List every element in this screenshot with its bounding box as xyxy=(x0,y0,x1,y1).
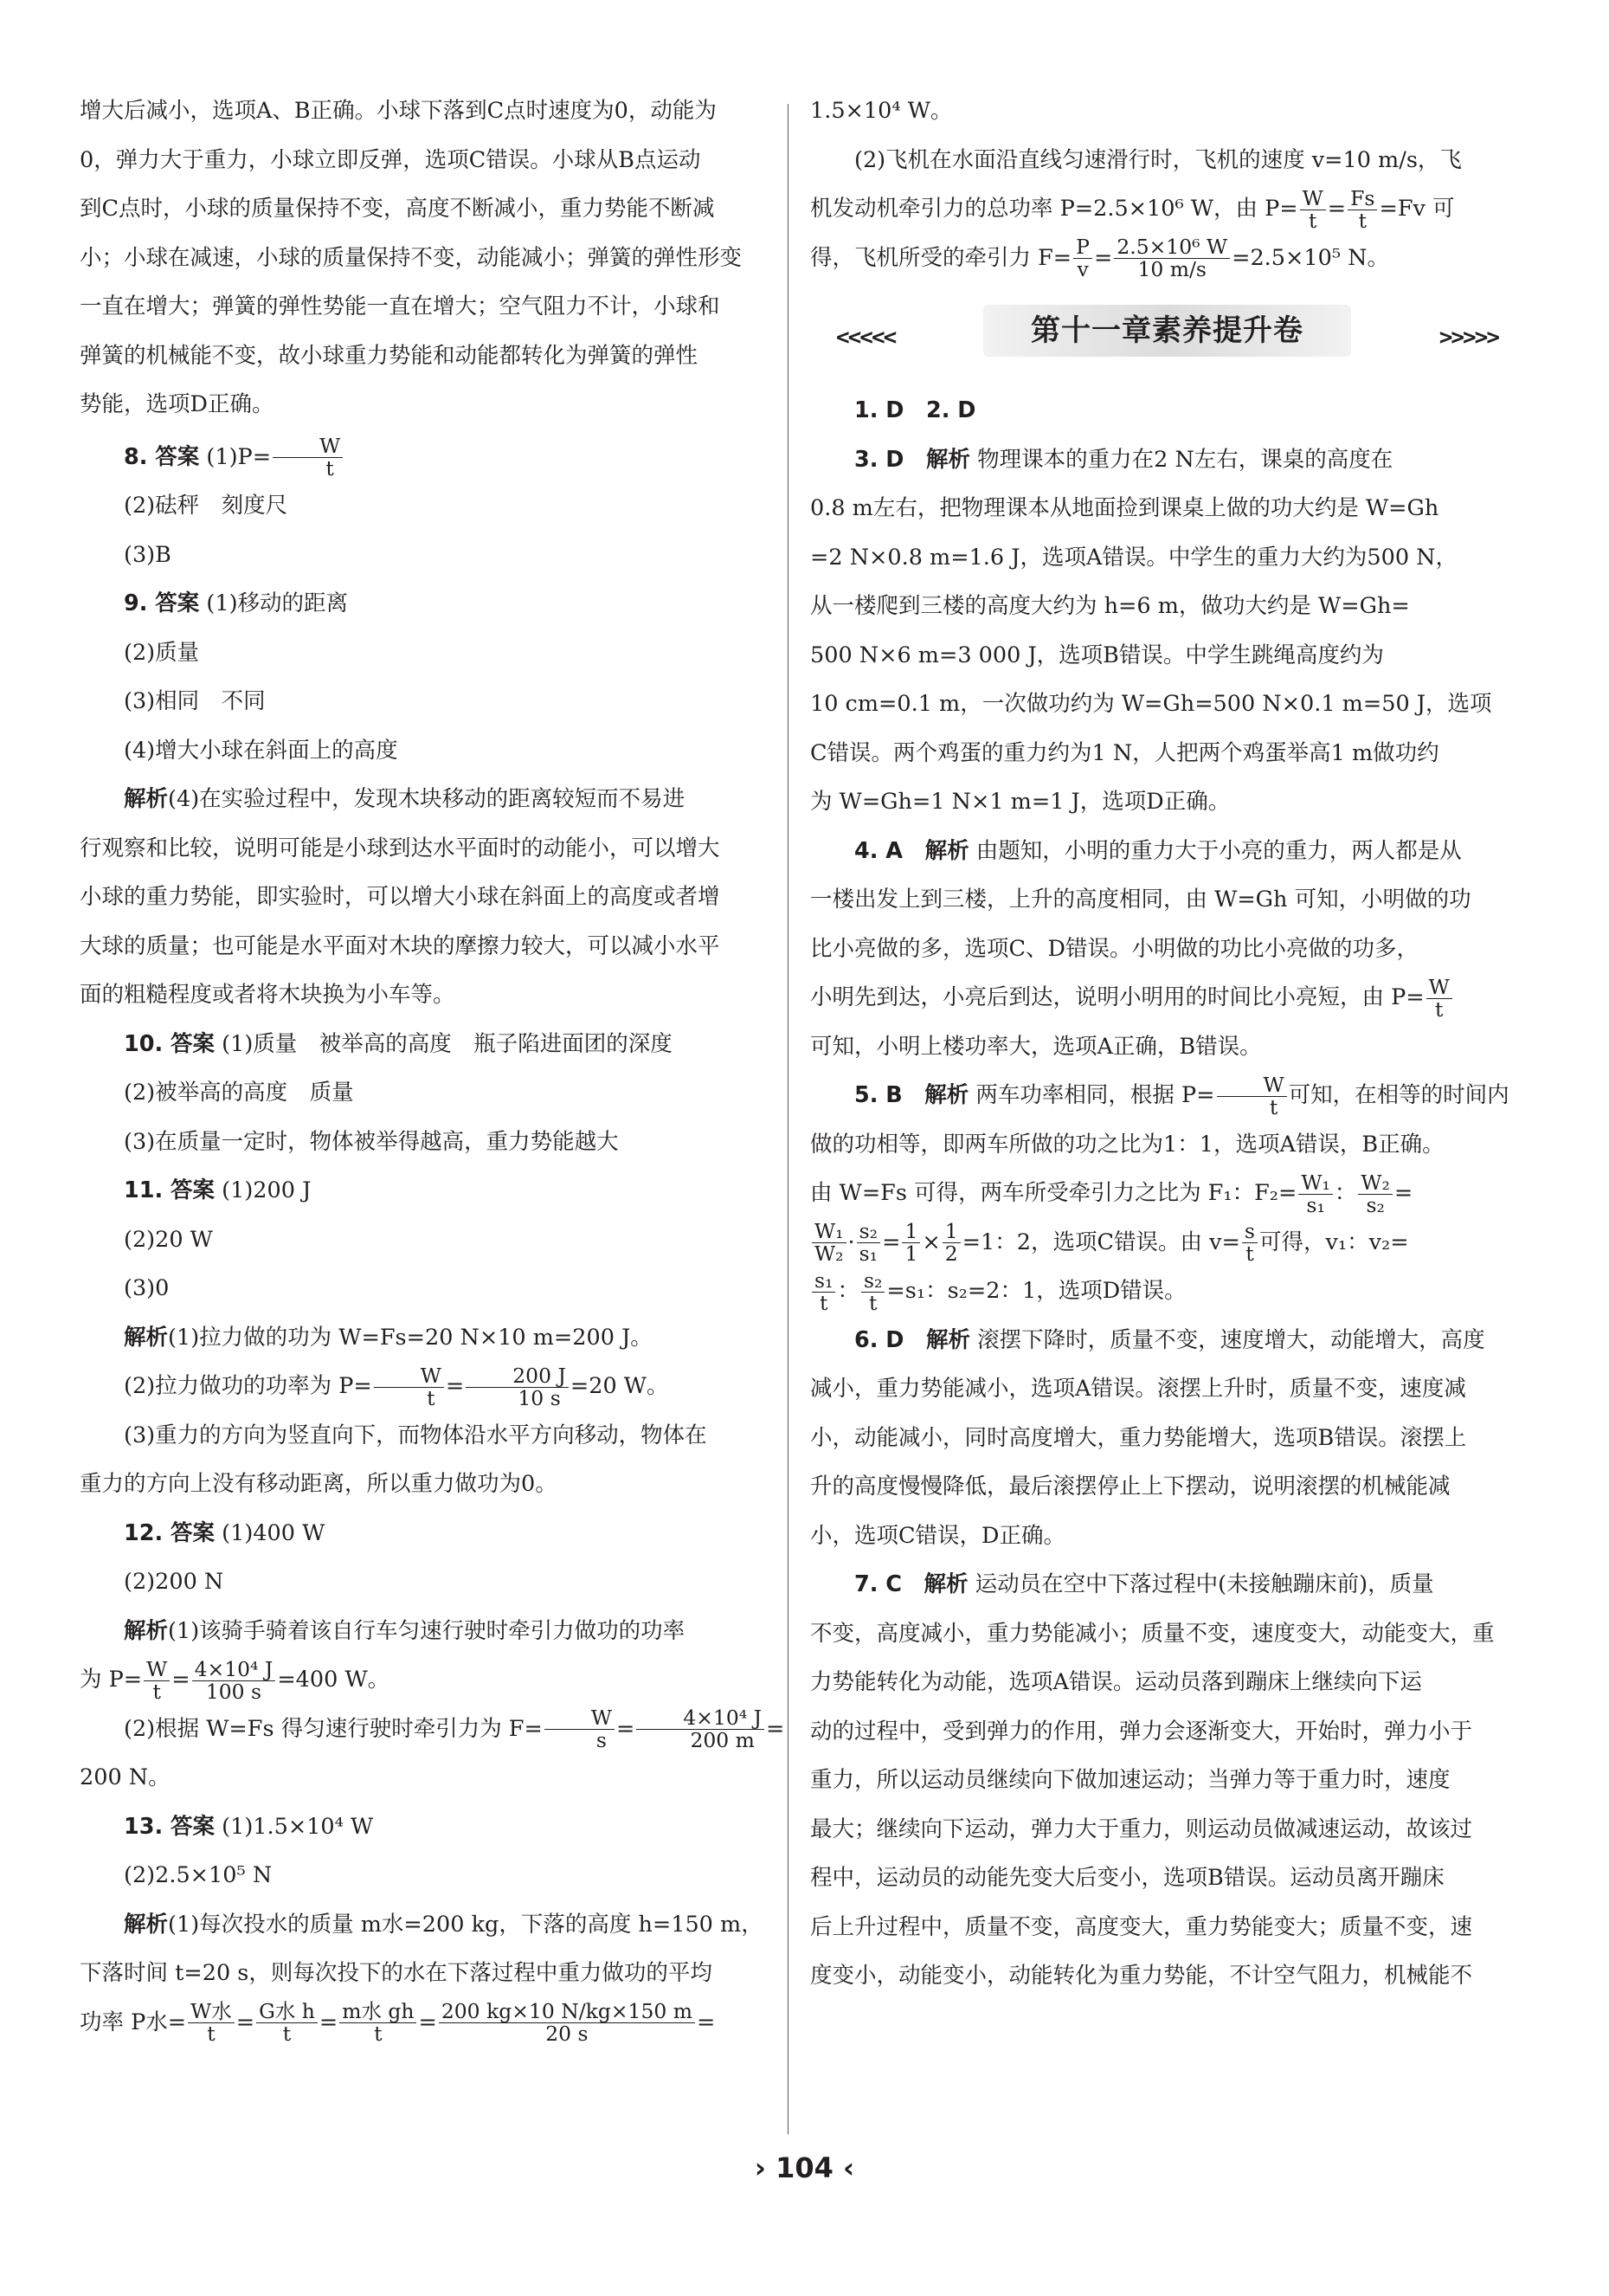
text-line: 为 W=Gh=1 N×1 m=1 J，选项D正确。 xyxy=(810,789,1231,815)
fraction xyxy=(256,2001,318,2044)
answer-line: (2)200 N xyxy=(124,1569,224,1595)
numerator: W₂ xyxy=(1358,1172,1393,1195)
denominator: t xyxy=(207,2022,216,2046)
numerator: 200 kg×10 N/kg×150 m xyxy=(439,2001,695,2023)
numerator: W xyxy=(1426,977,1452,999)
q7-analysis xyxy=(810,1560,1524,2001)
text-line: 小球的重力势能，即实验时，可以增大小球在斜面上的高度或者增 xyxy=(80,884,720,910)
text-segment: =s₁：s₂=2：1，选项D错误。 xyxy=(886,1278,1187,1304)
text-segment: =2.5×10⁵ N。 xyxy=(1232,244,1389,271)
numerator: s₂ xyxy=(857,1221,880,1243)
text-line: (2)飞机在水面沿直线匀速滑行时，飞机的速度 v=10 m/s，飞 xyxy=(854,146,1462,173)
question-number: 4. A xyxy=(854,837,904,864)
fraction xyxy=(902,1221,920,1264)
q12-answer xyxy=(80,1509,794,1558)
numerator: W水 xyxy=(188,2001,235,2023)
q11-power: (2)拉力做功的功率为 P= $\frac{W}{t}$ = $\frac{200 J}{10 s}$ =20 W。 xyxy=(124,1363,669,1410)
denominator: 2 xyxy=(944,1242,958,1266)
text-segment: = xyxy=(882,1229,901,1255)
text-line: (1)每次投水的质量 m水=200 kg，下落的高度 h=150 m， xyxy=(168,1911,763,1938)
denominator: s₂ xyxy=(1366,1192,1385,1217)
q11-answer xyxy=(80,1166,794,1216)
text-line: 不变，高度减小，重力势能减小；质量不变，速度变大，动能变大，重 xyxy=(810,1620,1495,1647)
text-line: 后上升过程中，质量不变，高度变大，重力势能变大；质量不变，速 xyxy=(810,1913,1473,1940)
q4-analysis xyxy=(810,827,1524,1072)
numerator: W xyxy=(544,1707,615,1730)
text-segment: 由题知，小明的重力大于小亮的重力，两人都是从 xyxy=(975,837,1462,864)
banner-title: 第十一章素养提升卷 xyxy=(1031,313,1303,348)
text-line: 200 N。 xyxy=(80,1764,171,1790)
text-line: 重力的方向上没有移动距离，所以重力做功为0。 xyxy=(80,1471,557,1497)
denominator: s xyxy=(595,1728,607,1752)
fraction xyxy=(144,1656,170,1704)
denominator: 20 s xyxy=(545,2022,589,2046)
text-line: 做的功相等，即两车所做的功之比为1：1，选项A错误，B正确。 xyxy=(810,1131,1445,1158)
text-segment: =20 W。 xyxy=(570,1373,669,1399)
fraction xyxy=(1426,974,1452,1022)
text-line: 面的粗糙程度或者将木块换为小车等。 xyxy=(80,982,455,1008)
numerator: W₁ xyxy=(812,1221,846,1243)
answer-line: (2)砝秤 刻度尺 xyxy=(124,493,288,519)
denominator: 1 xyxy=(904,1242,918,1266)
text-segment: 滚摆下降时，质量不变，速度增大，动能增大，高度 xyxy=(977,1326,1485,1353)
text-segment: 得，飞机所受的牵引力 F= xyxy=(810,244,1072,271)
text-line: 一直在增大；弹簧的弹性势能一直在增大；空气阻力不计，小球和 xyxy=(80,293,720,319)
analysis-label: 解析 xyxy=(926,1326,971,1353)
text-segment: 两车功率相同，根据 P= xyxy=(975,1082,1215,1108)
text-line: 10 cm=0.1 m，一次做功约为 W=Gh=500 N×0.1 m=50 J，选项 xyxy=(810,691,1492,717)
text-line: 弹簧的机械能不变，故小球重力势能和动能都转化为弹簧的弹性 xyxy=(80,342,698,369)
fraction xyxy=(943,1221,961,1264)
text-line: 行观察和比较，说明可能是小球到达水平面时的动能小，可以增大 xyxy=(80,835,720,861)
text-line: 小；小球在减速，小球的质量保持不变，动能减小；弹簧的弹性形变 xyxy=(80,244,743,271)
fraction xyxy=(636,1707,764,1751)
fraction xyxy=(1300,185,1326,233)
fraction xyxy=(861,1267,885,1315)
answer-line: (4)增大小球在斜面上的高度 xyxy=(124,737,398,764)
q3-analysis xyxy=(810,435,1524,827)
denominator: t xyxy=(1358,208,1368,233)
denominator: W₂ xyxy=(814,1242,844,1266)
answer-label: 11. 答案 xyxy=(124,1177,216,1203)
numerator: W xyxy=(1217,1074,1287,1097)
denominator: 200 m xyxy=(690,1728,755,1752)
fraction xyxy=(544,1707,615,1751)
text-line: (1)该骑手骑着该自行车匀速行驶时牵引力做功的功率 xyxy=(168,1617,685,1644)
fraction xyxy=(374,1365,444,1409)
q10-answer xyxy=(80,1020,794,1069)
text-segment: = xyxy=(1327,196,1347,222)
denominator: t xyxy=(282,2022,292,2046)
numerator: s xyxy=(1242,1221,1258,1243)
answer-text: (1)P= xyxy=(206,443,272,470)
text-line: 升的高度慢慢降低，最后滚摆停止上下摆动，说明滚摆的机械能减 xyxy=(810,1474,1451,1499)
fraction xyxy=(188,2001,235,2044)
denominator: t xyxy=(1269,1094,1278,1119)
denominator: s₁ xyxy=(859,1242,879,1266)
text-line: 比小亮做的多，选项C、D错误。小明做的功比小亮做的功多， xyxy=(810,935,1419,962)
text-line: (3)重力的方向为竖直向下，而物体沿水平方向移动，物体在 xyxy=(124,1422,707,1448)
text-segment: · xyxy=(847,1229,855,1255)
q9-answer xyxy=(80,579,794,629)
text-line: 势能，选项D正确。 xyxy=(80,391,274,417)
right-column xyxy=(810,87,1524,2001)
fraction xyxy=(1242,1221,1258,1264)
denominator: s₁ xyxy=(1306,1192,1325,1217)
analysis-label: 解析 xyxy=(124,786,169,812)
question-number: 5. B xyxy=(854,1082,903,1108)
fraction xyxy=(857,1221,880,1264)
text-line: (1)拉力做的功为 W=Fs=20 N×10 m=200 J。 xyxy=(168,1324,653,1351)
text-line: 减小，重力势能减小，选项A错误。滚摆上升时，质量不变，速度减 xyxy=(810,1376,1466,1402)
denominator: 10 s xyxy=(518,1385,561,1410)
fraction xyxy=(273,435,343,479)
fraction xyxy=(339,2001,416,2044)
text-line: =2 N×0.8 m=1.6 J，选项A错误。中学生的重力大约为500 N， xyxy=(810,544,1458,571)
text-segment: (2)根据 W=Fs 得匀速行驶时牵引力为 F= xyxy=(124,1715,543,1742)
fraction xyxy=(1217,1074,1287,1118)
fraction xyxy=(1358,1172,1393,1216)
numerator: 4×10⁴ J xyxy=(192,1659,276,1681)
fraction xyxy=(812,1221,846,1264)
text-segment: ： xyxy=(837,1278,859,1304)
question-number: 6. D xyxy=(854,1326,904,1353)
denominator: t xyxy=(374,2022,383,2046)
text-line: 到C点时，小球的质量保持不变，高度不断减小，重力势能不断减 xyxy=(80,196,715,222)
text-line: 物理课本的重力在2 N左右，课桌的高度在 xyxy=(977,446,1393,473)
analysis-label: 解析 xyxy=(924,1082,969,1108)
fraction xyxy=(812,1267,835,1315)
answer-text: (1)质量 被举高的高度 瓶子陷进面团的深度 xyxy=(222,1030,673,1057)
text-line: 大球的质量；也可能是水平面对木块的摩擦力较大，可以减小水平 xyxy=(80,932,720,959)
fraction xyxy=(1348,185,1377,233)
text-segment: 为 P= xyxy=(80,1667,143,1693)
question-number: 3. D xyxy=(854,446,904,473)
text-line: 500 N×6 m=3 000 J，选项B错误。中学生跳绳高度约为 xyxy=(810,642,1384,668)
text-segment: 可得，v₁：v₂= xyxy=(1258,1229,1409,1255)
fraction xyxy=(1073,236,1092,280)
text-segment: =1：2，选项C错误。由 v= xyxy=(962,1229,1240,1255)
fraction xyxy=(1114,236,1230,280)
answer-label: 8. 答案 xyxy=(124,443,200,470)
left-column xyxy=(80,87,794,2047)
answer-line: (3)B xyxy=(124,541,171,568)
text-segment: 小明先到达，小亮后到达，说明小明用的时间比小亮短，由 P= xyxy=(810,984,1425,1010)
q9-analysis xyxy=(80,775,794,1020)
text-line: 0，弹力大于重力，小球立即反弹，选项C错误。小球从B点运动 xyxy=(80,146,701,173)
denominator: t xyxy=(820,1290,828,1315)
numerator: 2.5×10⁶ W xyxy=(1114,236,1230,259)
denominator: t xyxy=(1309,208,1317,233)
text-segment: 由 W=Fs 可得，两车所受牵引力之比为 F₁：F₂= xyxy=(810,1180,1297,1206)
denominator: v xyxy=(1077,257,1089,281)
text-line: 一楼出发上到三楼，上升的高度相同，由 W=Gh 可知，小明做的功 xyxy=(810,887,1471,913)
answer-line: (2)20 W xyxy=(124,1226,213,1253)
text-line: 最大；继续向下运动，弹力大于重力，则运动员做减速运动，故该过 xyxy=(810,1816,1473,1842)
analysis-label: 解析 xyxy=(124,1911,169,1938)
numerator: W₁ xyxy=(1298,1172,1333,1195)
intro-paragraph xyxy=(80,87,794,429)
text-segment: 机发动机牵引力的总功率 P=2.5×10⁶ W，由 P= xyxy=(810,196,1298,222)
q13-analysis: 解析(1)每次投水的质量 m水=200 kg，下落的高度 h=150 m， 下落时间 t=20 s，则每次投下的水在下落过程中重力做功的平均 功率 P水= $\frac{\text{W水}}{t}$ = $\frac{\text{G水 h}}{t}$ = $\frac{\text{m水 gh}}{t}$ = $\frac{200 kg\times 10 N/kg\times 150 m}{20 s}$ = xyxy=(80,1900,794,2048)
numerator: 1 xyxy=(943,1221,961,1243)
numerator: G水 h xyxy=(256,2001,318,2023)
text-line: 增大后减小，选项A、B正确。小球下落到C点时速度为0，动能为 xyxy=(80,98,717,124)
numerator: 200 J xyxy=(466,1365,569,1388)
fraction xyxy=(1298,1172,1333,1216)
text-line: 从一楼爬到三楼的高度大约为 h=6 m，做功大约是 W=Gh= xyxy=(810,593,1410,619)
denominator: t xyxy=(325,456,334,480)
numerator: 4×10⁴ J xyxy=(636,1707,764,1730)
numerator: W xyxy=(144,1659,170,1681)
text-line: 小，动能减小，同时高度增大，重力势能增大，选项B错误。滚摆上 xyxy=(810,1424,1467,1451)
text-line: 度变小，动能变小，动能转化为重力势能，不计空气阻力，机械能不 xyxy=(810,1963,1473,1989)
fraction xyxy=(439,2001,695,2044)
denominator: t xyxy=(1434,996,1444,1022)
text-segment: ： xyxy=(1334,1180,1357,1206)
answer-text: (1)移动的距离 xyxy=(206,590,349,616)
answer-line: (2)被举高的高度 质量 xyxy=(124,1080,354,1106)
numerator: W xyxy=(374,1365,444,1388)
answer-label: 10. 答案 xyxy=(124,1030,216,1057)
analysis-label: 解析 xyxy=(924,1571,969,1597)
q13-part2 xyxy=(810,136,1524,283)
chapter-banner xyxy=(810,291,1524,371)
numerator: s₂ xyxy=(861,1270,885,1293)
text-segment: (2)拉力做功的功率为 P= xyxy=(124,1373,372,1399)
text-segment: =Fv 可 xyxy=(1379,196,1455,222)
answer-line: (2)质量 xyxy=(124,639,200,666)
answer-text: (1)400 W xyxy=(222,1519,325,1546)
answer-line: (3)0 xyxy=(124,1275,170,1301)
text-line: 程中，运动员的动能先变大后变小，选项B错误。运动员离开蹦床 xyxy=(810,1865,1445,1891)
banner-left-arrows-icon: <<<<< xyxy=(836,325,896,351)
q13-answer xyxy=(80,1803,794,1852)
q5-analysis xyxy=(810,1071,1524,1316)
q11-gravity xyxy=(80,1411,794,1509)
text-segment: 运动员在空中下落过程中(未接触蹦床前)，质量 xyxy=(975,1571,1434,1597)
answer-line: (2)2.5×10⁵ N xyxy=(124,1862,273,1888)
answer-label: 9. 答案 xyxy=(124,590,200,616)
analysis-label: 解析 xyxy=(926,446,971,473)
text-line: 可知，小明上楼功率大，选项A正确，B错误。 xyxy=(810,1033,1262,1060)
analysis-label: 解析 xyxy=(124,1324,169,1351)
text-line: 重力，所以运动员继续向下做加速运动；当弹力等于重力时，速度 xyxy=(810,1767,1451,1793)
text-line: C错误。两个鸡蛋的重力约为1 N，人把两个鸡蛋举高1 m做功约 xyxy=(810,739,1439,766)
denominator: t xyxy=(152,1679,161,1704)
answer-text: (1)1.5×10⁴ W xyxy=(222,1813,374,1840)
answers-1-2: 1. D 2. D xyxy=(854,397,976,423)
denominator: t xyxy=(427,1385,435,1410)
page-number: › 104 ‹ xyxy=(754,2151,855,2184)
denominator: 100 s xyxy=(205,1679,262,1704)
text-line: 力势能转化为动能，选项A错误。运动员落到蹦床上继续向下运 xyxy=(810,1669,1422,1695)
text-line: 小，选项C错误，D正确。 xyxy=(810,1522,1065,1549)
text-segment: 功率 P水= xyxy=(80,2009,187,2035)
text-segment: =400 W。 xyxy=(277,1667,390,1693)
analysis-label: 解析 xyxy=(924,837,969,864)
fraction xyxy=(466,1365,569,1409)
answer-label: 13. 答案 xyxy=(124,1813,216,1840)
question-number: 7. C xyxy=(854,1571,903,1597)
numerator: Fs xyxy=(1348,188,1377,210)
numerator: P xyxy=(1073,236,1092,259)
numerator: 1 xyxy=(902,1221,920,1243)
text-segment: = xyxy=(1393,1180,1413,1206)
answer-label: 12. 答案 xyxy=(124,1519,216,1546)
denominator: t xyxy=(868,1290,878,1315)
fraction xyxy=(192,1656,276,1704)
answer-line: (3)在质量一定时，物体被举得越高，重力势能越大 xyxy=(124,1128,619,1155)
numerator: W xyxy=(273,435,343,458)
text-line: 下落时间 t=20 s，则每次投下的水在下落过程中重力做功的平均 xyxy=(80,1960,712,1986)
answer-text: (1)200 J xyxy=(222,1177,312,1203)
denominator: t xyxy=(1245,1242,1254,1266)
text-segment: = xyxy=(1093,244,1113,271)
numerator: m水 gh xyxy=(339,2001,416,2023)
q6-analysis xyxy=(810,1316,1524,1561)
analysis-label: 解析 xyxy=(124,1617,169,1644)
text-segment: × xyxy=(922,1229,941,1255)
q8-answer xyxy=(80,433,794,482)
q11-analysis xyxy=(80,1313,794,1363)
banner-right-arrows-icon: >>>>> xyxy=(1438,325,1498,351)
q12-analysis: 解析(1)该骑手骑着该自行车匀速行驶时牵引力做功的功率 为 P= $\frac{W}{t}$ = $\frac{\text{4×10⁴ J}}{100 s}$ =400 W。 (2)根据 W=Fs 得匀速行驶时牵引力为 F= $\frac{W}{s}$ = $\frac{\text{4×10⁴ J}}{200 m}$ = 200 N。 xyxy=(80,1607,794,1803)
text-line: (4)在实验过程中，发现木块移动的距离较短而不易进 xyxy=(168,786,685,812)
text-line: 动的过程中，受到弹力的作用，弹力会逐渐变大，开始时，弹力小于 xyxy=(810,1718,1473,1745)
answer-line: (3)相同 不同 xyxy=(124,688,266,714)
numerator: W xyxy=(1300,188,1326,210)
denominator: 10 m/s xyxy=(1137,257,1207,281)
text-segment: 可知，在相等的时间内 xyxy=(1288,1082,1509,1108)
text-line: 0.8 m左右，把物理课本从地面捡到课桌上做的功大约是 W=Gh xyxy=(810,495,1439,521)
text-line: 1.5×10⁴ W。 xyxy=(810,98,953,124)
numerator: s₁ xyxy=(812,1270,835,1293)
